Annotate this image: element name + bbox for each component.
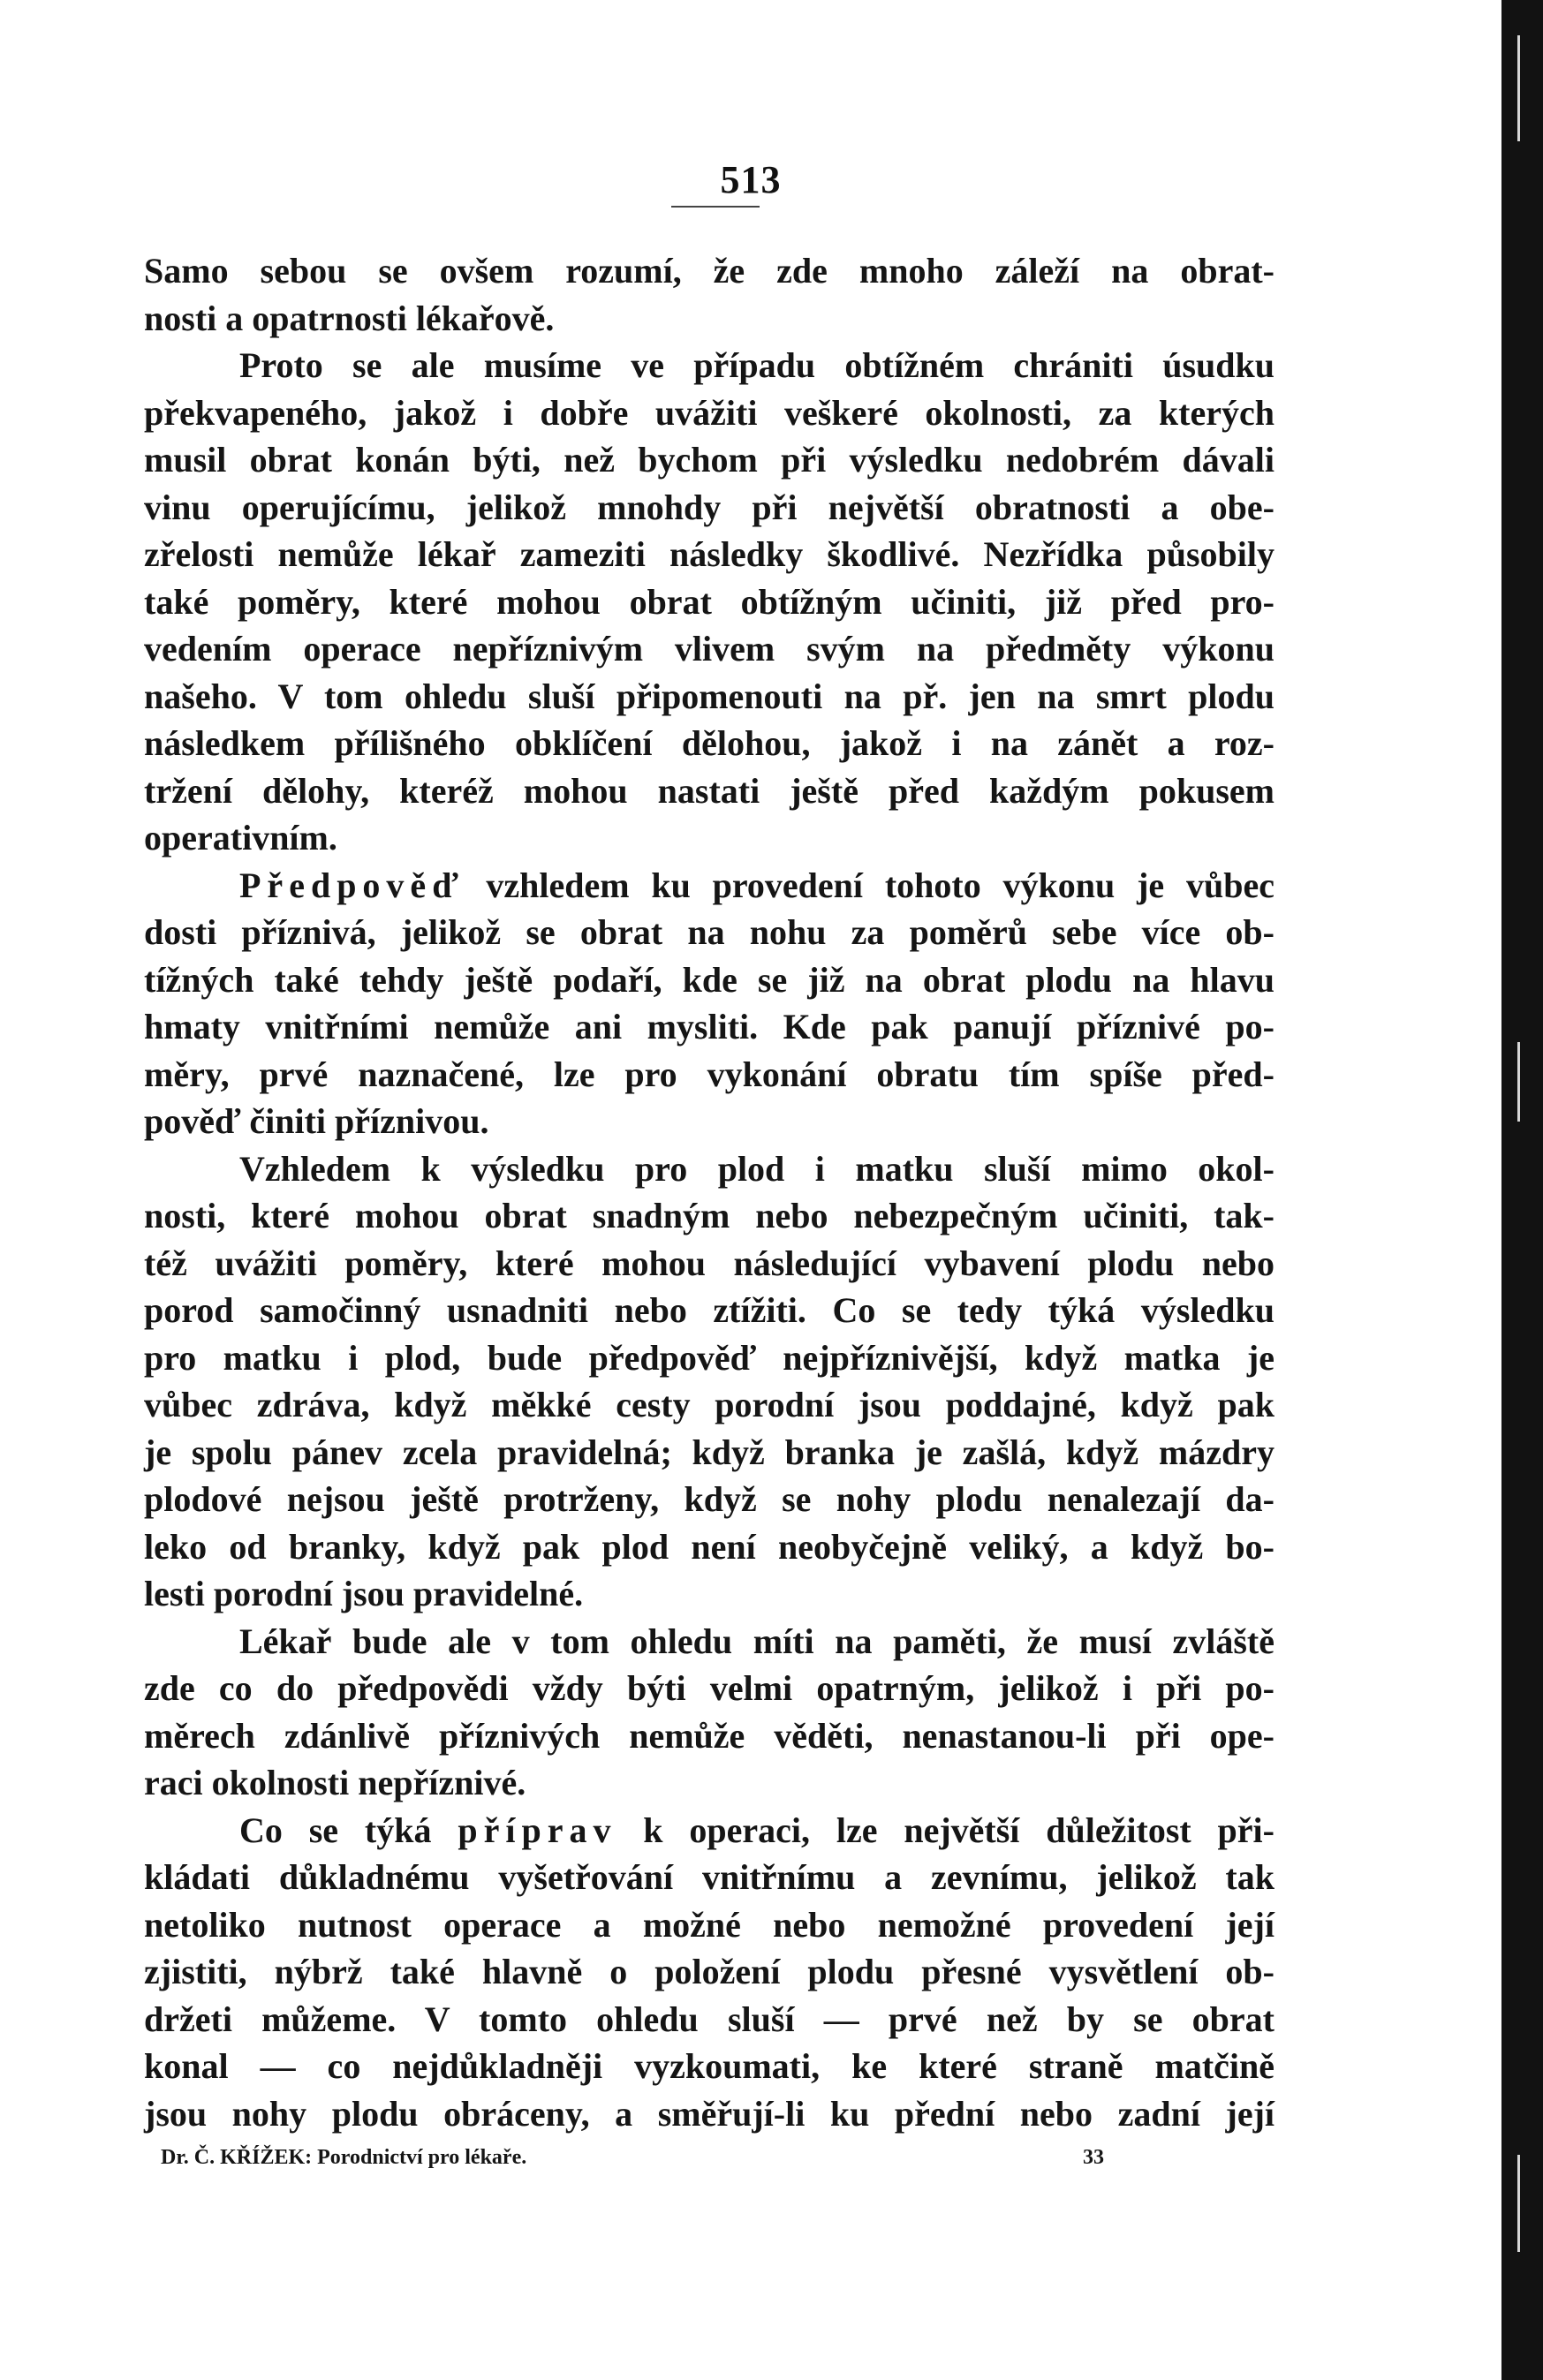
text-line: operativním. <box>144 818 337 858</box>
text-line: nosti, které mohou obrat snadným nebo nebezpečným učiniti, tak- <box>144 1196 1274 1235</box>
text-line: vůbec zdráva, když měkké cesty porodní jsou poddajné, když pak <box>144 1385 1274 1424</box>
body-text <box>144 247 1274 2137</box>
text-line: konal — co nejdůkladněji vyzkoumati, ke které straně matčině <box>144 2046 1274 2086</box>
text-line: dosti příznivá, jelikož se obrat na nohu za poměrů sebe více ob- <box>144 912 1274 952</box>
text-line: zřelosti nemůže lékař zameziti následky škodlivé. Nezřídka působily <box>144 534 1274 574</box>
text-line: vedením operace nepříznivým vlivem svým na předměty výkonu <box>144 629 1274 669</box>
paragraph <box>144 862 1274 1145</box>
text-line: hmaty vnitřními nemůže ani mysliti. Kde pak panují příznivé po- <box>144 1007 1274 1046</box>
emphasized-term: příprav <box>458 1810 617 1850</box>
scan-edge-mark <box>1517 1042 1520 1122</box>
text-line: netoliko nutnost operace a možné nebo nemožné provedení její <box>144 1904 1274 1945</box>
text-line: našeho. V tom ohledu sluší připomenouti na př. jen na smrt plodu <box>144 676 1274 716</box>
text-line: leko od branky, když pak plod není neobyčejně veliký, a když bo- <box>144 1526 1274 1567</box>
text-line: také poměry, které mohou obrat obtížným učiniti, již před pro- <box>144 581 1274 622</box>
text-line: měrech zdánlivě příznivých nemůže věděti, nenastanou-li při ope- <box>144 1715 1274 1756</box>
text-line <box>144 862 1274 910</box>
text-line: zde co do předpovědi vždy býti velmi opatrným, jelikož i při po- <box>144 1668 1274 1708</box>
text-line: porod samočinný usnadniti nebo ztížiti. Co se tedy týká výsledku <box>144 1290 1274 1330</box>
paragraph <box>144 247 1274 342</box>
paragraph <box>144 1145 1274 1618</box>
text-line: též uvážiti poměry, které mohou následující vybavení plodu nebo <box>144 1243 1274 1283</box>
text-line: jsou nohy plodu obráceny, a směřují-li ku přední nebo zadní její <box>144 2093 1274 2134</box>
text-line-pre: Co se týká <box>239 1810 458 1850</box>
text-line: Proto se ale musíme ve případu obtížném chrániti úsudku <box>239 345 1274 385</box>
text-line: vinu operujícímu, jelikož mnohdy při největší obratnosti a obe- <box>144 487 1274 527</box>
text-line-rest: vzhledem ku provedení tohoto výkonu je vůbec <box>464 865 1274 905</box>
paragraph <box>144 1807 1274 2138</box>
text-line: pro matku i plod, bude předpověď nejpříznivější, když matka je <box>144 1337 1274 1378</box>
text-line: lesti porodní jsou pravidelné. <box>144 1574 584 1613</box>
text-line: Vzhledem k výsledku pro plod i matku sluší mimo okol- <box>239 1148 1274 1189</box>
text-line: pověď činiti příznivou. <box>144 1101 489 1141</box>
text-line: musil obrat konán býti, než bychom při výsledku nedobrém dávali <box>144 440 1274 480</box>
text-line: raci okolnosti nepříznivé. <box>144 1763 526 1802</box>
text-line-post: k operaci, lze největší důležitost při- <box>616 1810 1274 1850</box>
footer-signature-mark: 33 <box>1083 2146 1104 2169</box>
paragraph <box>144 342 1274 862</box>
page-number-rule <box>671 206 760 208</box>
text-line: tržení dělohy, kteréž mohou nastati ještě před každým pokusem <box>144 770 1274 811</box>
footer-author-title: Dr. Č. KŘÍŽEK: Porodnictví pro lékaře. <box>161 2146 527 2169</box>
text-line: následkem přílišného obklíčení dělohou, jakož i na zánět a roz- <box>144 723 1274 763</box>
text-line: nosti a opatrnosti lékařově. <box>144 298 555 338</box>
emphasized-term: Předpověď <box>239 865 465 905</box>
text-line: překvapeného, jakož i dobře uvážiti veškeré okolnosti, za kterých <box>144 392 1274 433</box>
scan-edge <box>1501 0 1543 2380</box>
scan-edge-mark <box>1517 35 1520 141</box>
paragraph <box>144 1618 1274 1807</box>
text-line: Samo sebou se ovšem rozumí, že zde mnoho záleží na obrat- <box>144 251 1274 291</box>
text-line: tížných také tehdy ještě podaří, kde se již na obrat plodu na hlavu <box>144 959 1274 1000</box>
text-line: měry, prvé naznačené, lze pro vykonání obratu tím spíše před- <box>144 1054 1274 1094</box>
text-line: Lékař bude ale v tom ohledu míti na paměti, že musí zvláště <box>239 1621 1274 1661</box>
page-number: 513 <box>720 158 782 201</box>
text-line: kládati důkladnému vyšetřování vnitřnímu a zevnímu, jelikož tak <box>144 1857 1274 1897</box>
scan-edge-mark <box>1517 2155 1520 2252</box>
text-line: držeti můžeme. V tomto ohledu sluší — prvé než by se obrat <box>144 1998 1274 2039</box>
text-line: je spolu pánev zcela pravidelná; když branka je zašlá, když mázdry <box>144 1432 1274 1472</box>
text-line: zjistiti, nýbrž také hlavně o položení plodu přesné vysvětlení ob- <box>144 1952 1274 1991</box>
text-line: plodové nejsou ještě protrženy, když se nohy plodu nenalezají da- <box>144 1479 1274 1519</box>
text-line <box>144 1807 1274 1855</box>
